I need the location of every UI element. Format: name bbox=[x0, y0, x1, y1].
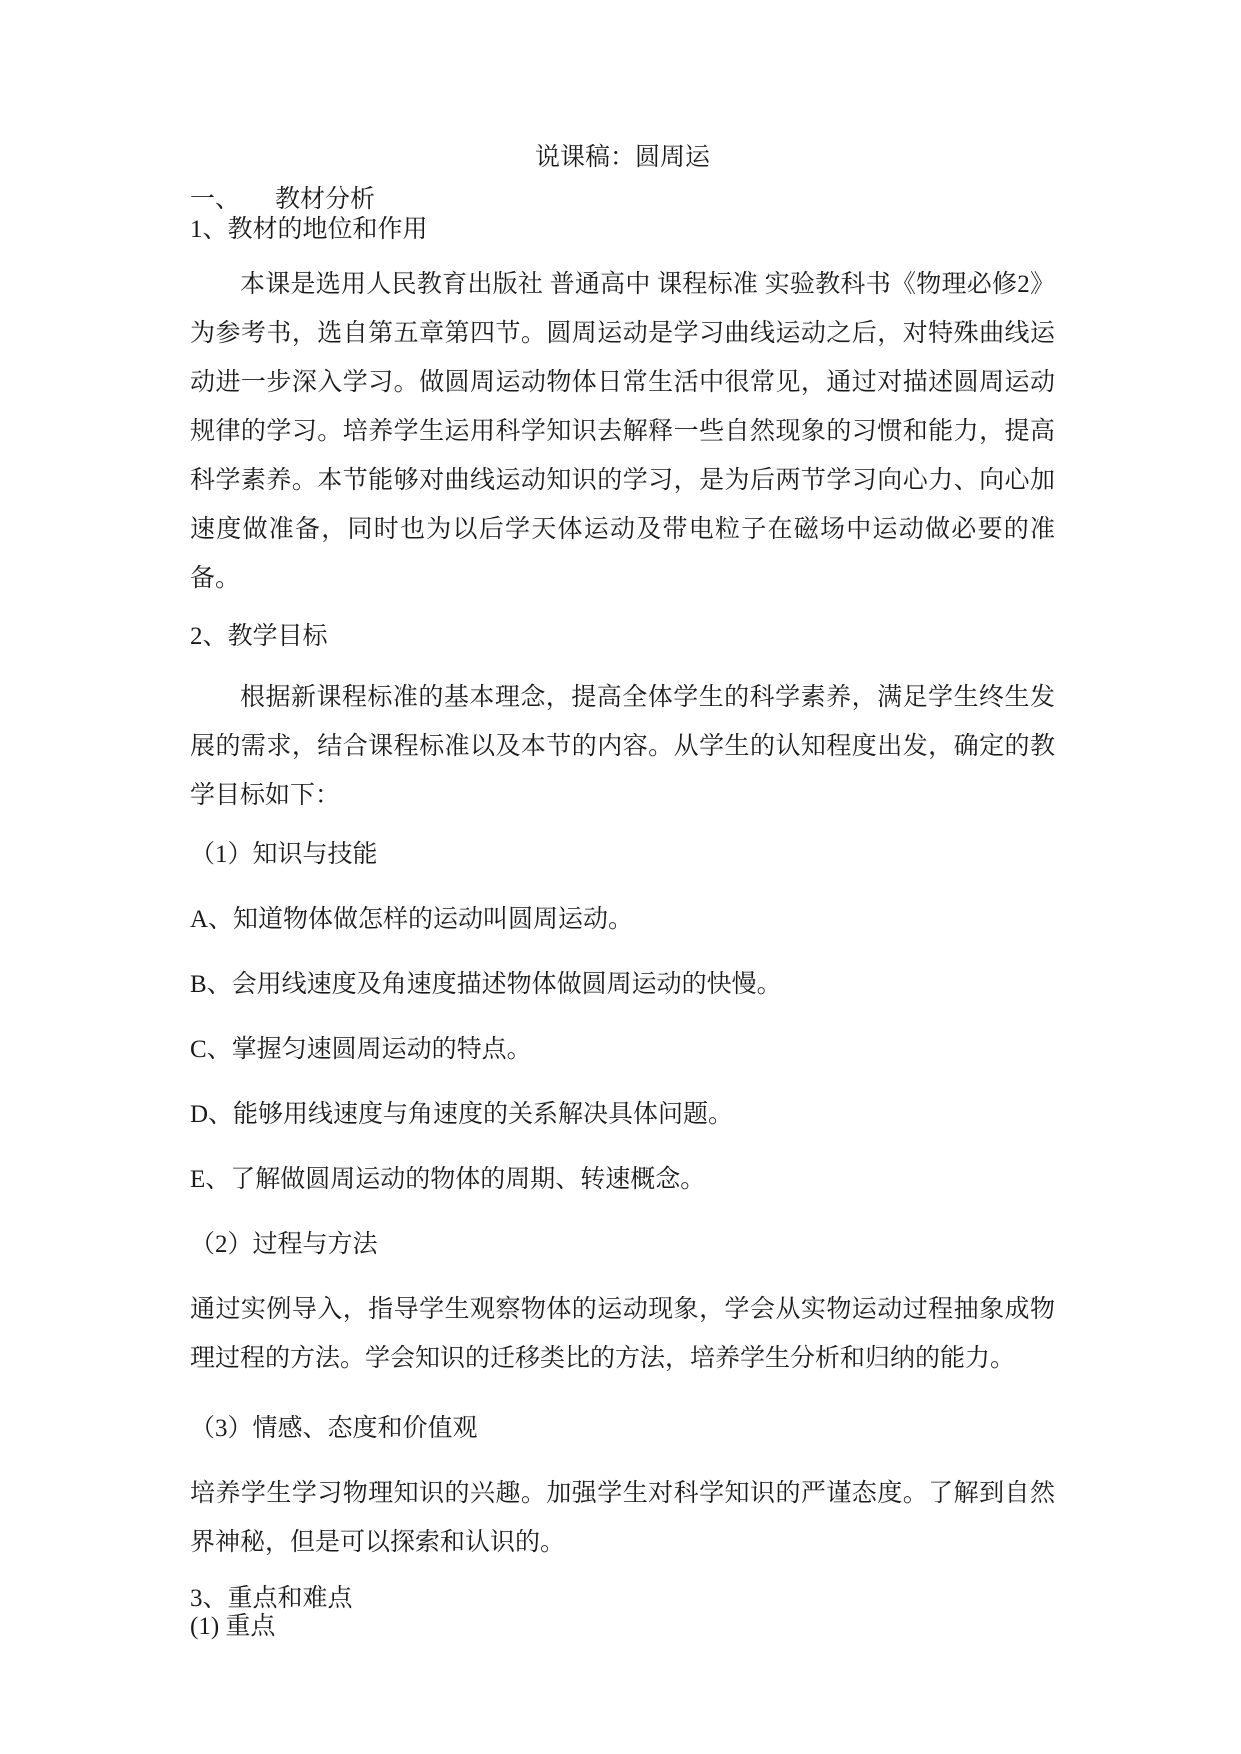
paragraph-emotion-attitude: 培养学生学习物理知识的兴趣。加强学生对科学知识的严谨态度。了解到自然界神秘，但是可以探索和认识的。 bbox=[190, 1480, 1055, 1556]
paragraph-process-method: 通过实例导入，指导学生观察物体的运动现象，学会从实物运动过程抽象成物理过程的方法。学会知识的迁移类比的方法，培养学生分析和归纳的能力。 bbox=[190, 1296, 1055, 1372]
goal-2-heading: （2）过程与方法 bbox=[190, 1231, 378, 1258]
goal-1-heading: （1）知识与技能 bbox=[190, 841, 378, 868]
document-title: 说课稿：圆周运 bbox=[534, 144, 710, 171]
section-1-heading bbox=[190, 185, 1055, 215]
section-keypoints-block bbox=[190, 1585, 1055, 1641]
knowledge-goal-item-d: D、能够用线速度与角速度的关系解决具体问题。 bbox=[190, 1101, 734, 1128]
knowledge-goal-item-c: C、掌握匀速圆周运动的特点。 bbox=[190, 1036, 532, 1063]
knowledge-goal-item-b: B、会用线速度及角速度描述物体做圆周运动的快慢。 bbox=[190, 971, 782, 998]
knowledge-goal-item-a: A、知道物体做怎样的运动叫圆周运动。 bbox=[190, 906, 634, 933]
section-1-title: 教材分析 bbox=[275, 186, 376, 213]
knowledge-goal-item-e: E、了解做圆周运动的物体的周期、转速概念。 bbox=[190, 1166, 706, 1193]
section-1-number: 一、 bbox=[190, 186, 241, 213]
paragraph-goals-intro: 根据新课程标准的基本理念，提高全体学生的科学素养，满足学生终生发展的需求，结合课程标准以及本节的内容。从学生的认知程度出发，确定的教学目标如下： bbox=[190, 684, 1055, 809]
paragraph-material-role: 本课是选用人民教育出版社 普通高中 课程标准 实验教科书《物理必修2》为参考书，选自第五章第四节。圆周运动是学习曲线运动之后，对特殊曲线运动进一步深入学习。做圆周运动物体日常生活中很常见，通过对描述圆周运动规律的学习。培养学生运用科学知识去解释一些自然现象的习惯和能力，提高科学素养。本节能够对曲线运动知识的学习，是为后两节学习向心力、向心加速度做准备，同时也为以后学天体运动及带电粒子在磁场中运动做必要的准备。 bbox=[190, 271, 1055, 592]
section-1-heading-block bbox=[190, 185, 1055, 245]
subsection-1-1-heading: 1、教材的地位和作用 bbox=[190, 216, 428, 243]
keypoint-heading: (1) 重点 bbox=[190, 1613, 276, 1640]
subsection-1-3-heading: 3、重点和难点 bbox=[190, 1585, 353, 1612]
subsection-1-2-heading: 2、教学目标 bbox=[190, 623, 328, 650]
goal-3-heading: （3）情感、态度和价值观 bbox=[190, 1415, 478, 1442]
